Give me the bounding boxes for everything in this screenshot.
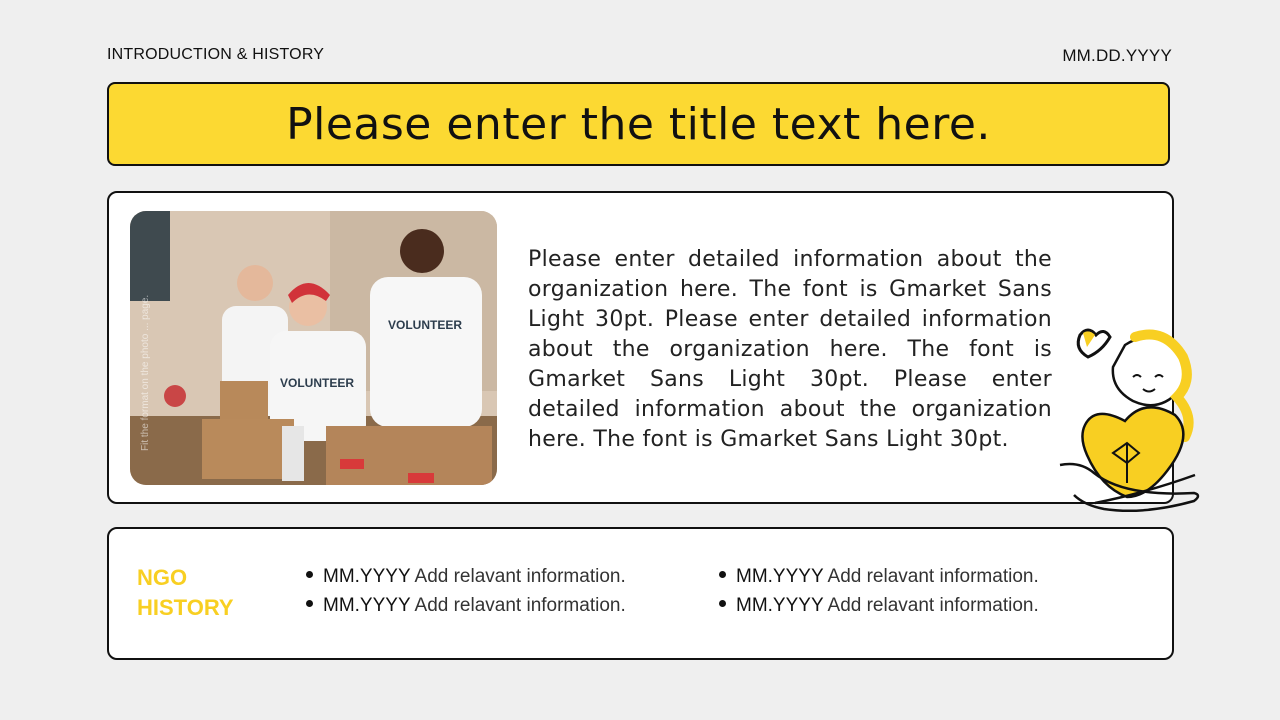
- bullet-dot-icon: [306, 600, 313, 607]
- section-label: INTRODUCTION & HISTORY: [107, 46, 325, 63]
- history-item-text: Add relavant information.: [827, 566, 1039, 587]
- bullet-dot-icon: [719, 571, 726, 578]
- date-label: MM.DD.YYYY: [1062, 46, 1172, 65]
- history-item-text: Add relavant information.: [414, 595, 626, 616]
- history-item-text: Add relavant information.: [414, 566, 626, 587]
- history-list-column-1: [306, 562, 626, 620]
- slide-title[interactable]: Please enter the title text here.: [286, 98, 991, 150]
- history-item-date: MM.YYYY: [323, 566, 411, 587]
- description-text[interactable]: Please enter detailed information about the organization here. The font is Gmarket Sans Light 30pt. Please enter detailed information about the organization here. The font is Gmarket Sans Light 30pt. Please enter detailed information about the organization here. The font is Gmarket Sans Light 30pt.: [528, 247, 1052, 452]
- history-title-line2: HISTORY: [137, 595, 234, 620]
- history-item-date: MM.YYYY: [736, 595, 824, 616]
- history-item[interactable]: [719, 591, 1039, 620]
- history-list-column-2: [719, 562, 1039, 620]
- photo-caption: Fit the format on the photo ... page.: [140, 294, 151, 451]
- bullet-dot-icon: [719, 600, 726, 607]
- history-item-date: MM.YYYY: [323, 595, 411, 616]
- volunteer-photo-illustration: [130, 211, 497, 485]
- history-item-date: MM.YYYY: [736, 566, 824, 587]
- svg-text:VOLUNTEER: VOLUNTEER: [388, 318, 463, 332]
- history-item[interactable]: [719, 562, 1039, 591]
- history-title[interactable]: [137, 563, 267, 623]
- svg-text:VOLUNTEER: VOLUNTEER: [280, 376, 355, 390]
- content-card: [107, 191, 1174, 504]
- heart-gift-girl-icon: [1055, 325, 1200, 515]
- history-card: [107, 527, 1174, 660]
- bullet-dot-icon: [306, 571, 313, 578]
- history-item[interactable]: [306, 562, 626, 591]
- title-bar[interactable]: [107, 82, 1170, 166]
- history-item-text: Add relavant information.: [827, 595, 1039, 616]
- volunteer-photo[interactable]: [130, 211, 497, 485]
- history-title-line1: NGO: [137, 565, 188, 590]
- history-item[interactable]: [306, 591, 626, 620]
